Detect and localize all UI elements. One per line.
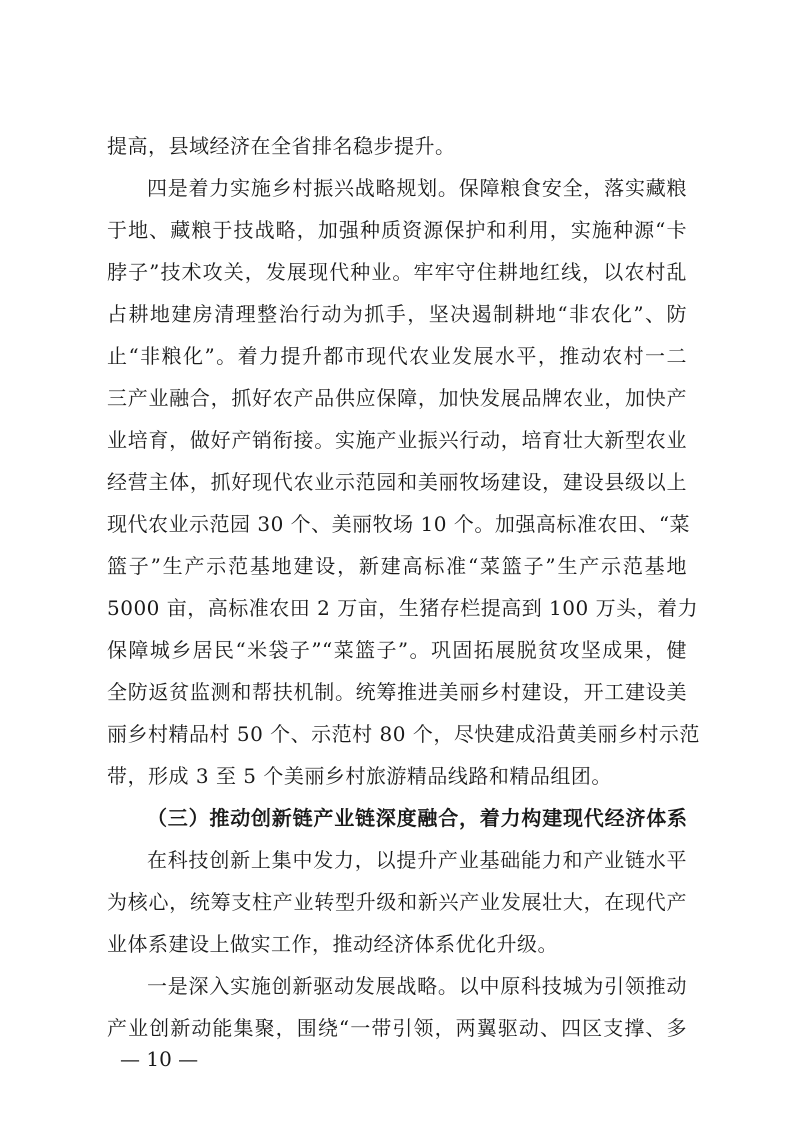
paragraph-line: 保障城乡居民“米袋子”“菜篮子”。巩固拓展脱贫攻坚成果，健 <box>107 638 687 662</box>
paragraph-line: 现代农业示范园 30 个、美丽牧场 10 个。加强高标准农田、“菜 <box>107 512 691 536</box>
paragraph-line: 占耕地建房清理整治行动为抓手，坚决遏制耕地“非农化”、防 <box>107 302 687 326</box>
paragraph-line: 为核心，统筹支柱产业转型升级和新兴产业发展壮大，在现代产 <box>107 890 687 914</box>
paragraph-line: 一是深入实施创新驱动发展战略。以中原科技城为引领推动 <box>147 974 687 998</box>
paragraph-line: 于地、藏粮于技战略，加强种质资源保护和利用，实施种源“卡 <box>107 218 687 242</box>
paragraph-line: 5000 亩，高标准农田 2 万亩，生猪存栏提高到 100 万头，着力 <box>107 596 699 620</box>
paragraph-line: 脖子”技术攻关，发展现代种业。牢牢守住耕地红线，以农村乱 <box>107 260 687 284</box>
paragraph-line: 带，形成 3 至 5 个美丽乡村旅游精品线路和精品组团。 <box>107 764 612 788</box>
paragraph-line: 经营主体，抓好现代农业示范园和美丽牧场建设，建设县级以上 <box>107 470 687 494</box>
paragraph-line: 业培育，做好产销衔接。实施产业振兴行动，培育壮大新型农业 <box>107 428 687 452</box>
page-number: — 10 — <box>120 1047 199 1071</box>
paragraph-line: 全防返贫监测和帮扶机制。统筹推进美丽乡村建设，开工建设美 <box>107 680 687 704</box>
paragraph-line: 提高，县域经济在全省排名稳步提升。 <box>107 134 456 158</box>
paragraph-line: 四是着力实施乡村振兴战略规划。保障粮食安全，落实藏粮 <box>147 176 687 200</box>
section-heading: （三）推动创新链产业链深度融合，着力构建现代经济体系 <box>147 806 687 830</box>
paragraph-line: 篮子”生产示范基地建设，新建高标准“菜篮子”生产示范基地 <box>107 554 687 578</box>
paragraph-line: 丽乡村精品村 50 个、示范村 80 个，尽快建成沿黄美丽乡村示范 <box>107 722 700 746</box>
paragraph-line: 止“非粮化”。着力提升都市现代农业发展水平，推动农村一二 <box>107 344 687 368</box>
paragraph-line: 业体系建设上做实工作，推动经济体系优化升级。 <box>107 932 558 956</box>
paragraph-line: 在科技创新上集中发力，以提升产业基础能力和产业链水平 <box>147 848 687 872</box>
paragraph-line: 三产业融合，抓好农产品供应保障，加快发展品牌农业，加快产 <box>107 386 687 410</box>
paragraph-line: 产业创新动能集聚，围绕“一带引领，两翼驱动、四区支撑、多 <box>107 1016 687 1040</box>
